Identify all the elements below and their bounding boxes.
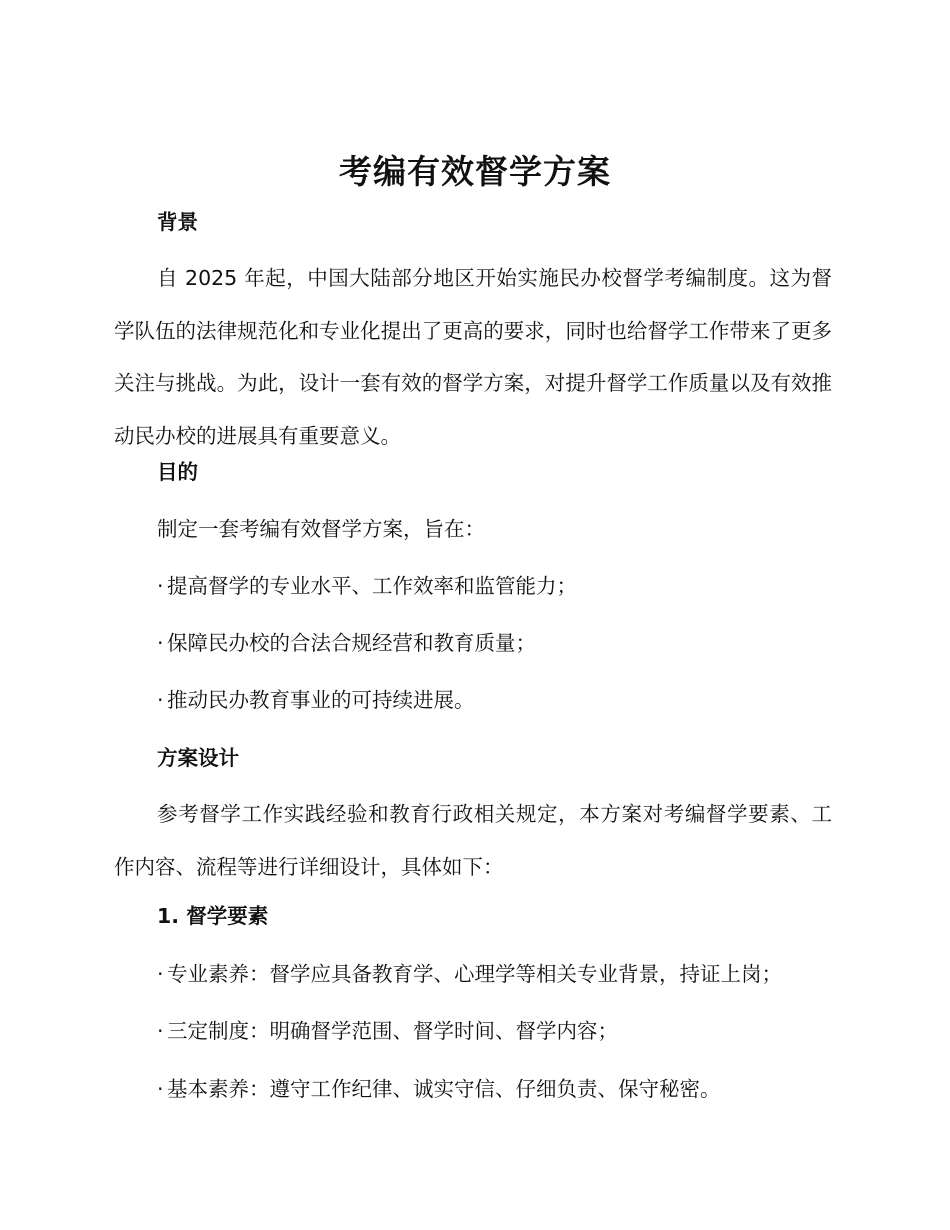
list-item	[157, 563, 832, 609]
section-heading-purpose: 目的	[157, 460, 198, 484]
list-item	[157, 1008, 832, 1054]
section-heading-background: 背景	[157, 210, 198, 234]
list-item	[157, 951, 832, 997]
subsection-heading-elements: 1. 督学要素	[157, 904, 269, 928]
list-item	[157, 1066, 832, 1112]
list-item-text: 基本素养：遵守工作纪律、诚实守信、仔细负责、保守秘密。	[167, 1077, 721, 1101]
list-item-text: 专业素养：督学应具备教育学、心理学等相关专业背景，持证上岗；	[167, 962, 782, 986]
bullet-icon: ·	[157, 962, 164, 986]
list-item-text: 推动民办教育事业的可持续进展。	[167, 688, 475, 712]
paragraph-background: 自 2025 年起，中国大陆部分地区开始实施民办校督学考编制度。这为督学队伍的法律规范化和专业化提出了更高的要求，同时也给督学工作带来了更多关注与挑战。为此，设计一套有效的督学方案，对提升督学工作质量以及有效推动民办校的进展具有重要意义。	[114, 266, 832, 448]
document-title: 考编有效督学方案	[339, 152, 611, 191]
bullet-icon: ·	[157, 574, 164, 598]
list-item-text: 三定制度：明确督学范围、督学时间、督学内容；	[167, 1019, 618, 1043]
list-item	[157, 677, 832, 723]
paragraph-design: 参考督学工作实践经验和教育行政相关规定，本方案对考编督学要素、工作内容、流程等进行详细设计，具体如下：	[114, 802, 832, 879]
list-item	[157, 620, 832, 666]
bullet-icon: ·	[157, 688, 164, 712]
list-item-text: 保障民办校的合法合规经营和教育质量；	[167, 631, 536, 655]
list-item-text: 提高督学的专业水平、工作效率和监管能力；	[167, 574, 577, 598]
paragraph-purpose-intro: 制定一套考编有效督学方案，旨在：	[157, 517, 485, 541]
bullet-icon: ·	[157, 1077, 164, 1101]
bullet-icon: ·	[157, 1019, 164, 1043]
bullet-icon: ·	[157, 631, 164, 655]
section-heading-design: 方案设计	[157, 746, 239, 770]
